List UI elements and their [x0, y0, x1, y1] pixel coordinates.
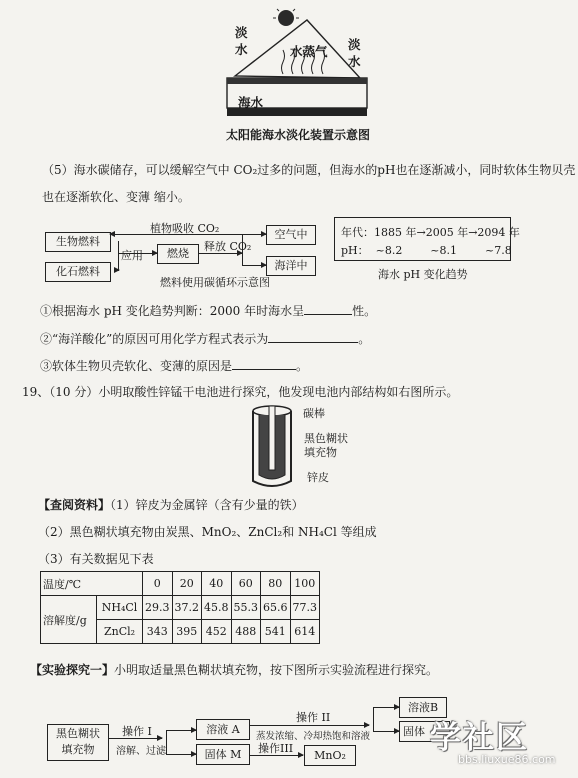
- sea-water-label: 海水: [238, 95, 264, 110]
- solubility-cell: 65.6: [261, 596, 291, 620]
- carbon-rod-label: 碳棒: [303, 407, 325, 420]
- info-title: 【查阅资料】: [38, 498, 111, 512]
- desalination-caption: 太阳能海水淡化装置示意图: [226, 128, 371, 142]
- solubility-cell: 45.8: [202, 596, 232, 620]
- ph-year-line: 年代：1885 年→2005 年→2094 年: [341, 226, 520, 239]
- info-3: （3）有关数据见下表: [38, 552, 154, 566]
- q5-sub3: ③软体生物贝壳软化、变薄的原因是 。: [40, 359, 309, 373]
- fresh-water-left-label: 淡 水: [235, 25, 248, 57]
- q5-sub1-blank[interactable]: [304, 302, 352, 315]
- temp-cell: 80: [261, 572, 291, 596]
- fossil-fuel-box: 化石燃料: [45, 262, 111, 282]
- battery-diagram: [245, 403, 305, 491]
- q5-sub2-blank[interactable]: [268, 330, 358, 343]
- q5-sub3-blank[interactable]: [232, 357, 296, 370]
- op3-arrow: [249, 755, 303, 756]
- solubility-header: 溶解度/g: [41, 596, 97, 644]
- op1-note: 溶解、过滤: [116, 746, 166, 757]
- watermark-logo: 学社区: [430, 720, 529, 756]
- solubility-cell: 343: [143, 620, 173, 644]
- paste-start-box: 黑色糊状 填充物: [47, 724, 109, 761]
- info-2: （2）黑色糊状填充物由炭黑、MnO₂、ZnCl₂和 NH₄Cl 等组成: [38, 525, 377, 539]
- substance-name: NH₄Cl: [97, 596, 143, 620]
- experiment-title: 【实验探究一】: [30, 663, 115, 677]
- temp-cell: 20: [172, 572, 202, 596]
- table-row: [41, 572, 320, 596]
- solubility-cell: 77.3: [290, 596, 320, 620]
- op2-arrow: [249, 725, 369, 726]
- watermark-url: bbs.liuxue86.com: [458, 753, 556, 766]
- q5-sub1: ①根据海水 pH 变化趋势判断：2000 年时海水呈 性。: [40, 304, 377, 318]
- to-ocean-arrow: [242, 265, 266, 266]
- q5-text-line1: （5）海水碳储存，可以缓解空气中 CO₂过多的问题，但海水的pH也在逐渐减小，同时软体生物贝壳: [42, 163, 576, 177]
- solubility-table: [40, 571, 320, 644]
- info-1: 【查阅资料】（1）锌皮为金属锌（含有少量的铁）: [38, 498, 304, 512]
- to-air-arrow: [242, 234, 266, 235]
- mno2-box: MnO₂: [304, 745, 356, 766]
- solubility-cell: 395: [172, 620, 202, 644]
- air-box: 空气中: [266, 225, 316, 245]
- temp-cell: 60: [231, 572, 261, 596]
- sun-icon: [278, 10, 294, 26]
- solubility-cell: 29.3: [143, 596, 173, 620]
- solid-box: 固体: [399, 721, 450, 742]
- vapor-label: 水蒸气: [290, 44, 328, 59]
- zinc-label: 锌皮: [307, 471, 329, 484]
- q5-sub2: ②“海洋酸化”的原因可用化学方程式表示为 。: [40, 332, 371, 346]
- temp-header: 温度/℃: [41, 572, 143, 596]
- ph-trend-caption: 海水 pH 变化趋势: [378, 268, 468, 281]
- temp-cell: 40: [202, 572, 232, 596]
- op3-label: 操作III: [258, 742, 294, 755]
- apply-arrow: [118, 253, 157, 254]
- experiment-intro: 【实验探究一】小明取适量黑色糊状填充物，按下图所示实验流程进行探究。: [30, 663, 439, 677]
- water-surface: [227, 78, 367, 84]
- ph-trend-box: [334, 217, 520, 261]
- op2-note: 蒸发浓缩、冷却热饱和溶液: [256, 731, 371, 742]
- carbon-cycle-caption: 燃料使用碳循环示意图: [160, 276, 270, 289]
- burn-box: 燃烧: [157, 244, 199, 264]
- op1-label: 操作 I: [122, 725, 152, 738]
- bio-fuel-box: 生物燃料: [45, 232, 111, 252]
- substance-name: ZnCl₂: [97, 620, 143, 644]
- fresh-water-right-label: 淡 水: [348, 37, 361, 69]
- solubility-cell: 614: [290, 620, 320, 644]
- solid-m-box: 固体 M: [196, 744, 250, 765]
- paste-label: 黑色糊状 填充物: [304, 432, 348, 459]
- ph-value-line: pH： ~8.2 ~8.1 ~7.8: [341, 244, 512, 257]
- solubility-cell: 541: [261, 620, 291, 644]
- op1-arrow: [108, 738, 162, 739]
- table-row: [41, 596, 320, 620]
- solubility-cell: 452: [202, 620, 232, 644]
- q5-text-line2: 也在逐渐软化、变薄 缩小。: [42, 190, 190, 204]
- solubility-cell: 488: [231, 620, 261, 644]
- release-label: 释放 CO₂: [204, 240, 252, 253]
- op2-label: 操作 II: [296, 711, 331, 724]
- solution-b-box: 溶液B: [399, 697, 447, 718]
- temp-cell: 100: [290, 572, 320, 596]
- apply-label: 应用: [121, 249, 143, 262]
- solubility-cell: 37.2: [172, 596, 202, 620]
- solubility-cell: 55.3: [231, 596, 261, 620]
- q19-intro: 19、（10 分）小明取酸性锌锰干电池进行探究，他发现电池内部结构如右图所示。: [22, 385, 459, 399]
- ocean-box: 海洋中: [266, 256, 316, 276]
- plant-absorb-label: 植物吸收 CO₂: [150, 222, 220, 235]
- temp-cell: 0: [143, 572, 173, 596]
- solution-a-box: 溶液 A: [196, 719, 250, 740]
